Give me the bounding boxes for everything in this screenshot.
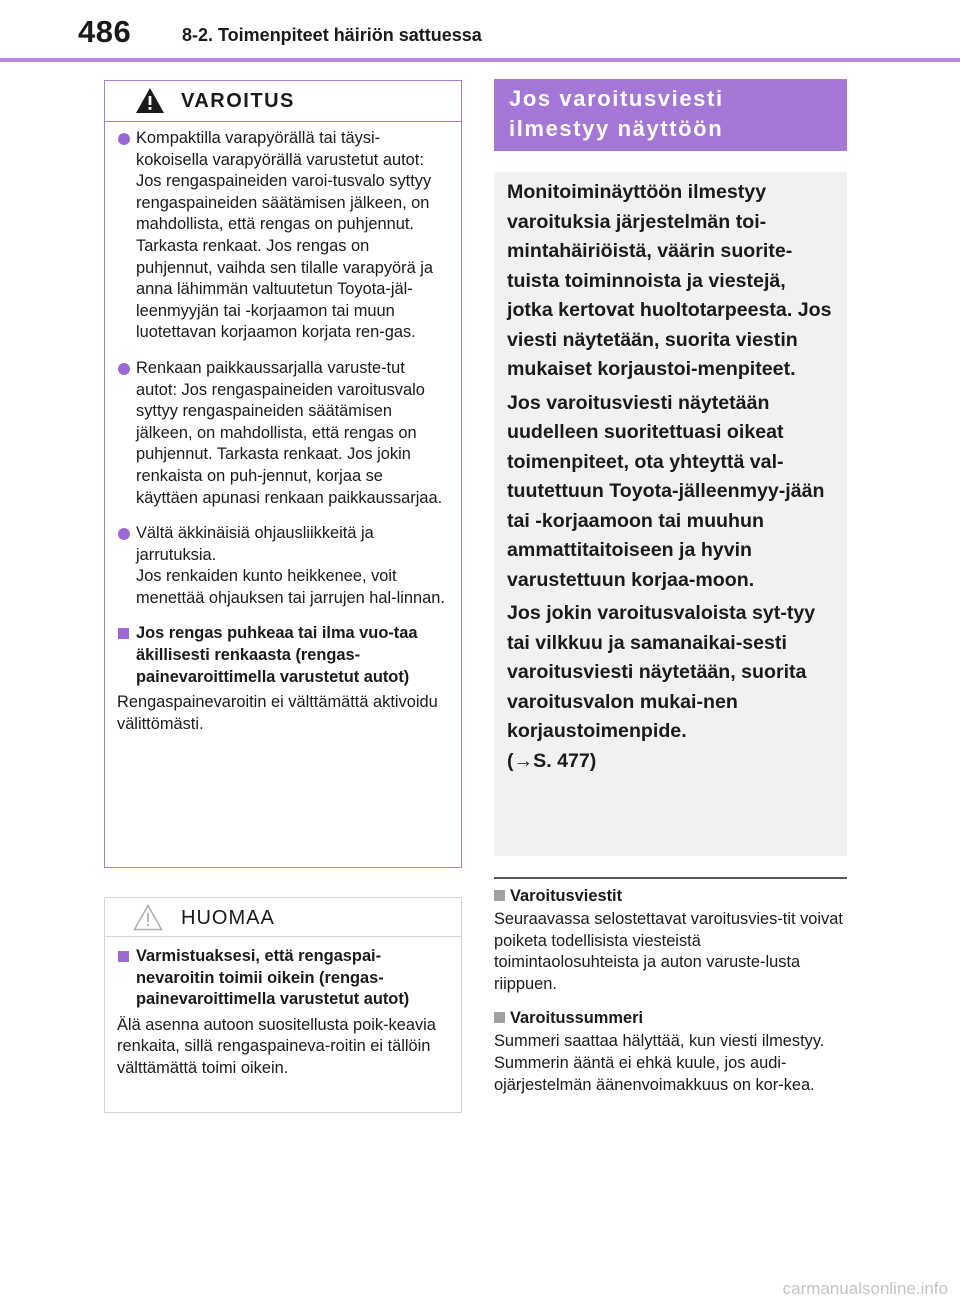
square-bullet-icon <box>118 951 129 962</box>
header-divider <box>0 58 960 62</box>
caution-triangle-icon <box>133 904 163 931</box>
warning-message-heading: Jos varoitusviesti ilmestyy näyttöön <box>494 79 847 151</box>
messages-heading: Varoitusviestit <box>494 885 849 907</box>
page-number: 486 <box>78 14 132 49</box>
section-divider <box>494 877 847 879</box>
warning-box <box>104 80 462 868</box>
warning-header <box>105 81 461 122</box>
warning-subtext: Rengaspainevaroitin ei välttämättä aktivoidu välittömästi. <box>117 693 438 733</box>
note-title: HUOMAA <box>181 907 275 929</box>
bullet-dot-icon <box>118 363 130 375</box>
bullet-dot-icon <box>118 133 130 145</box>
warning-triangle-icon <box>135 87 165 114</box>
note-text: Älä asenna autoon suositellusta poik-keavia renkaita, sillä rengaspaineva-roitin ei tällöin välttämättä toimi oikein. <box>117 1015 436 1077</box>
warning-message-para: Jos jokin varoitusvaloista syt-tyy tai vilkkuu ja samanaikai-sesti varoitusviesti näytetään, suorita varoitusvalon mukai-nen korjaustoimenpide. <box>507 602 816 742</box>
square-bullet-icon <box>118 628 129 639</box>
page-reference-link[interactable]: (→S. 477) <box>507 749 597 772</box>
buzzer-heading: Varoitussummeri <box>494 1007 849 1029</box>
note-subheading: Varmistuaksesi, että rengaspai-nevaroitin toimii oikein (rengas-painevaroittimella varustetut autot) <box>117 946 449 1011</box>
page-header <box>0 0 960 62</box>
right-column-text <box>494 885 849 1096</box>
buzzer-text: Summeri saattaa hälyttää, kun viesti ilmestyy. Summerin ääntä ei ehkä kuule, jos audi-ojärjestelmän äänenvoimakkuus on kor-kea. <box>494 1032 825 1094</box>
bullet-dot-icon <box>118 528 130 540</box>
warning-bullet: Kompaktilla varapyörällä tai täysi-kokoisella varapyörällä varustetut autot: Jos rengaspaineiden varoi-tusvalo syttyy rengaspaineiden säätämisen jälkeen, on mahdollista, että rengas on puhjennut. Tarkasta renkaat. Jos rengas on puhjennut, vaihda sen tilalle varapyörä ja anna lähimmän valtuutetun Toyota-jäl-leenmyyjän tai -korjaamon tai muun luotettavan korjaamon korjata ren-gas. <box>117 128 449 344</box>
section-title: 8-2. Toimenpiteet häiriön sattuessa <box>182 25 482 45</box>
warning-bullet: Renkaan paikkaussarjalla varuste-tut autot: Jos rengaspaineiden varoitusvalo syttyy rengaspaineiden säätämisen jälkeen, on mahdollista, että rengas on puhjennut. Tarkasta renkaat. Jos jokin renkaista on puh-jennut, korjaa se käyttäen apunasi renkaan paikkaussarjaa. <box>117 358 449 509</box>
warning-message-para: Jos varoitusviesti näytetään uudelleen suoritettuasi oikeat toimenpiteet, ota yhteyttä val-tuutettuun Toyota-jälleenmyy-jään tai -korjaamoon tai muuhun ammattitaitoiseen ja hyvin varustettuun korjaa-moon. <box>507 391 825 591</box>
note-header <box>105 898 461 937</box>
warning-title: VAROITUS <box>181 90 295 112</box>
warning-subheading: Jos rengas puhkeaa tai ilma vuo-taa äkillisesti renkaasta (rengas-painevaroittimella varustetut autot) <box>117 623 449 688</box>
square-bullet-icon <box>494 1012 505 1023</box>
watermark: carmanualsonline.info <box>782 1279 948 1298</box>
square-bullet-icon <box>494 890 505 901</box>
note-box <box>104 897 462 1113</box>
warning-message-box <box>494 172 847 856</box>
warning-bullet: Vältä äkkinäisiä ohjausliikkeitä ja jarrutuksia. Jos renkaiden kunto heikkenee, voit menettää ohjauksen tai jarrujen hal-linnan. <box>117 523 449 609</box>
warning-message-para: Monitoiminäyttöön ilmestyy varoituksia järjestelmän toi-mintahäiriöistä, väärin suorite-tuista toiminnoista ja viestejä, jotka kertovat huoltotarpeesta. Jos viesti näytetään, suorita viestin mukaiset korjaustoi-menpiteet. <box>507 181 832 380</box>
messages-text: Seuraavassa selostettavat varoitusvies-tit voivat poiketa todellisista viesteistä toimintaolosuhteista ja auton varuste-lusta riippuen. <box>494 910 843 993</box>
